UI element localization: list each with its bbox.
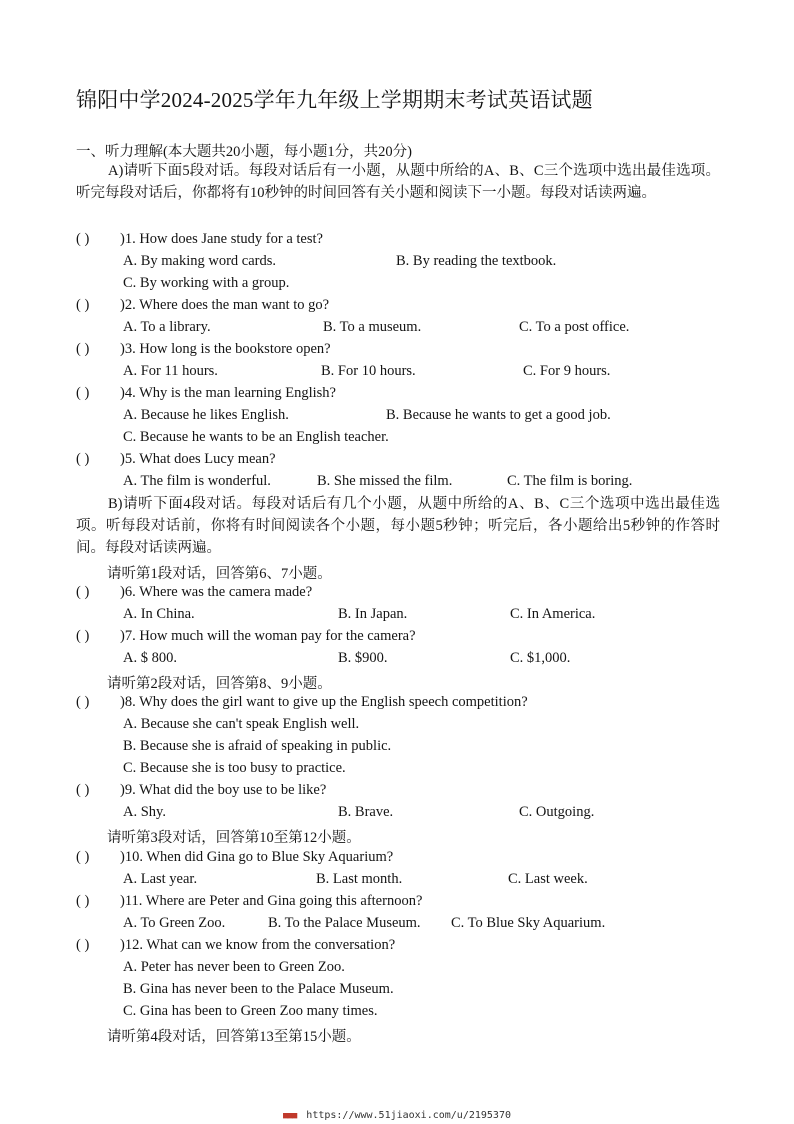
answer-blank: ( ) bbox=[76, 231, 90, 247]
q11-option-a: A. To Green Zoo. bbox=[123, 915, 226, 931]
answer-blank: ( ) bbox=[76, 628, 90, 644]
answer-blank: ( ) bbox=[76, 584, 90, 600]
answer-blank: ( ) bbox=[76, 451, 90, 467]
q1-option-a: A. By making word cards. bbox=[123, 253, 277, 269]
q8-option-b: B. Because she is afraid of speaking in public. bbox=[123, 738, 392, 754]
question-6: )6. Where was the camera made? bbox=[120, 584, 313, 600]
q12-option-b: B. Gina has never been to the Palace Museum. bbox=[123, 981, 394, 997]
question-2: )2. Where does the man want to go? bbox=[120, 297, 330, 313]
q7-option-b: B. $900. bbox=[338, 650, 388, 666]
q12-option-c: C. Gina has been to Green Zoo many times. bbox=[123, 1003, 378, 1019]
part-b-instructions: B)请听下面4段对话。每段对话后有几个小题，从题中所给的A、B、C三个选项中选出最佳选项。听每段对话前，你将有时间阅读各个小题，每小题5秒钟；听完后，各小题给出5秒钟的作答时间。每段对话读两遍。 bbox=[76, 496, 720, 556]
question-8: )8. Why does the girl want to give up the English speech competition? bbox=[120, 694, 528, 710]
answer-blank: ( ) bbox=[76, 297, 90, 313]
q11-option-b: B. To the Palace Museum. bbox=[268, 915, 421, 931]
question-12: )12. What can we know from the conversation? bbox=[120, 937, 396, 953]
dialog-2-instruction: 请听第2段对话，回答第8、9小题。 bbox=[107, 676, 332, 692]
q6-option-c: C. In America. bbox=[510, 606, 596, 622]
exam-title: 锦阳中学2024-2025学年九年级上学期期末考试英语试题 bbox=[76, 88, 593, 112]
answer-blank: ( ) bbox=[76, 849, 90, 865]
q2-option-a: A. To a library. bbox=[123, 319, 211, 335]
question-11: )11. Where are Peter and Gina going this afternoon? bbox=[120, 893, 423, 909]
q3-option-a: A. For 11 hours. bbox=[123, 363, 218, 379]
q5-option-a: A. The film is wonderful. bbox=[123, 473, 271, 489]
q12-option-a: A. Peter has never been to Green Zoo. bbox=[123, 959, 345, 975]
q7-option-c: C. $1,000. bbox=[510, 650, 571, 666]
question-7: )7. How much will the woman pay for the camera? bbox=[120, 628, 416, 644]
question-1: )1. How does Jane study for a test? bbox=[120, 231, 323, 247]
q11-option-c: C. To Blue Sky Aquarium. bbox=[451, 915, 606, 931]
question-5: )5. What does Lucy mean? bbox=[120, 451, 276, 467]
q6-option-b: B. In Japan. bbox=[338, 606, 408, 622]
watermark-footer bbox=[0, 1110, 794, 1121]
watermark-logo-icon: ■■■ bbox=[283, 1111, 297, 1121]
q4-option-c: C. Because he wants to be an English teacher. bbox=[123, 429, 389, 445]
answer-blank: ( ) bbox=[76, 782, 90, 798]
q9-option-a: A. Shy. bbox=[123, 804, 166, 820]
question-4: )4. Why is the man learning English? bbox=[120, 385, 336, 401]
q5-option-b: B. She missed the film. bbox=[317, 473, 453, 489]
answer-blank: ( ) bbox=[76, 694, 90, 710]
part-a-instructions: A)请听下面5段对话。每段对话后有一小题，从题中所给的A、B、C三个选项中选出最佳选项。听完每段对话后，你都将有10秒钟的时间回答有关小题和阅读下一小题。每段对话读两遍。 bbox=[76, 163, 720, 201]
q4-option-b: B. Because he wants to get a good job. bbox=[386, 407, 611, 423]
dialog-3-instruction: 请听第3段对话，回答第10至第12小题。 bbox=[107, 830, 361, 846]
answer-blank: ( ) bbox=[76, 893, 90, 909]
q3-option-b: B. For 10 hours. bbox=[321, 363, 416, 379]
q10-option-b: B. Last month. bbox=[316, 871, 403, 887]
q4-option-a: A. Because he likes English. bbox=[123, 407, 289, 423]
dialog-1-instruction: 请听第1段对话，回答第6、7小题。 bbox=[107, 566, 332, 582]
q6-option-a: A. In China. bbox=[123, 606, 195, 622]
question-9: )9. What did the boy use to be like? bbox=[120, 782, 327, 798]
q9-option-c: C. Outgoing. bbox=[519, 804, 595, 820]
q1-option-c: C. By working with a group. bbox=[123, 275, 290, 291]
q5-option-c: C. The film is boring. bbox=[507, 473, 633, 489]
q10-option-a: A. Last year. bbox=[123, 871, 198, 887]
question-10: )10. When did Gina go to Blue Sky Aquarium? bbox=[120, 849, 394, 865]
section-heading: 一、听力理解(本大题共20小题，每小题1分，共20分) bbox=[76, 144, 412, 160]
answer-blank: ( ) bbox=[76, 937, 90, 953]
watermark-url[interactable]: https://www.51jiaoxi.com/u/2195370 bbox=[306, 1110, 511, 1121]
q7-option-a: A. $ 800. bbox=[123, 650, 177, 666]
answer-blank: ( ) bbox=[76, 385, 90, 401]
q8-option-a: A. Because she can't speak English well. bbox=[123, 716, 360, 732]
question-3: )3. How long is the bookstore open? bbox=[120, 341, 331, 357]
q2-option-c: C. To a post office. bbox=[519, 319, 630, 335]
q1-option-b: B. By reading the textbook. bbox=[396, 253, 557, 269]
q8-option-c: C. Because she is too busy to practice. bbox=[123, 760, 346, 776]
q2-option-b: B. To a museum. bbox=[323, 319, 422, 335]
q9-option-b: B. Brave. bbox=[338, 804, 394, 820]
answer-blank: ( ) bbox=[76, 341, 90, 357]
dialog-4-instruction: 请听第4段对话，回答第13至第15小题。 bbox=[107, 1029, 361, 1045]
q3-option-c: C. For 9 hours. bbox=[523, 363, 611, 379]
q10-option-c: C. Last week. bbox=[508, 871, 588, 887]
